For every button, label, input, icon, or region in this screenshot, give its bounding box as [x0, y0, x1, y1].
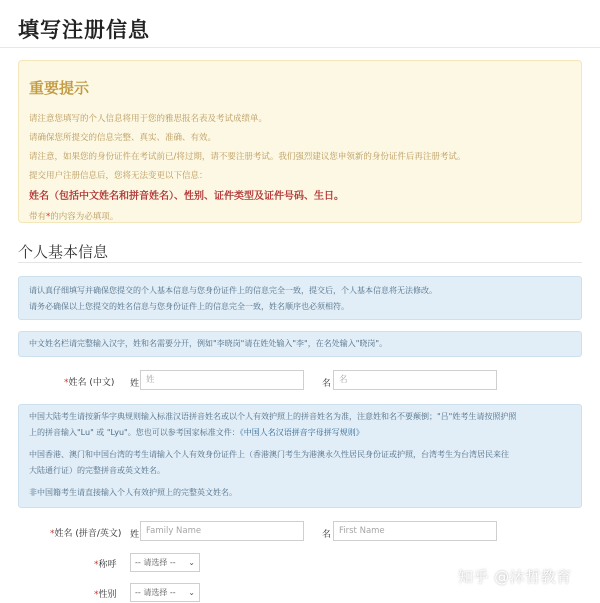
first-name-input[interactable] [333, 521, 497, 541]
required-star: * [46, 212, 51, 222]
watermark: 知乎 @沐哲教育 [458, 568, 572, 586]
chevron-down-icon: ⌄ [188, 588, 195, 597]
page-title: 填写注册信息 [18, 18, 150, 42]
info-box-accuracy [18, 276, 582, 320]
pinyin-rules-link[interactable]: 《中国人名汉语拼音字母拼写规则》 [239, 428, 364, 437]
title-select[interactable]: -- 请选择 -- ⌄ [130, 553, 200, 572]
chinese-name-label: *姓名 (中文) [64, 378, 115, 388]
info-line: 上的拼音输入"Lu" 或 "Lyu"。您也可以参考国家标准文件：《中国人名汉语拼音字母拼写规则》 [29, 428, 364, 437]
info-line: 中国大陆考生请按新华字典规则输入标准汉语拼音姓名或以个人有效护照上的拼音姓名为准，注意姓和名不要颠倒；"吕"姓考生请按照护照 [29, 412, 517, 421]
chinese-surname-input[interactable] [140, 370, 304, 390]
info-box-chinese-name [18, 331, 582, 357]
section-divider [18, 262, 582, 263]
family-name-input[interactable] [140, 521, 304, 541]
notice-heading: 重要提示 [29, 79, 90, 97]
info-line: 请认真仔细填写并确保您提交的个人基本信息与您身份证件上的信息完全一致，提交后，个人基本信息将无法修改。 [29, 286, 437, 295]
given-name-label: 名 [322, 379, 332, 389]
given-name-label: 名 [322, 530, 332, 540]
notice-locked-fields: 姓名（包括中文姓名和拼音姓名）、性别、证件类型及证件号码、生日。 [29, 191, 344, 202]
title-label: *称呼 [94, 560, 117, 570]
gender-label: *性别 [94, 590, 117, 600]
info-box-pinyin-name [18, 404, 582, 508]
notice-line: 请注意，如果您的身份证件在考试前已/将过期，请不要注册考试。我们强烈建议您申领新的身份证件后再注册考试。 [29, 152, 466, 162]
gender-select[interactable]: -- 请选择 -- ⌄ [130, 583, 200, 602]
notice-line: 请确保您所提交的信息完整、真实、准确、有效。 [29, 133, 217, 143]
surname-label: 姓 [130, 379, 140, 389]
info-line: 请务必确保以上您提交的姓名信息与您身份证件上的信息完全一致，姓名顺序也必须相符。 [29, 302, 349, 311]
notice-line: 提交用户注册信息后，您将无法变更以下信息： [29, 171, 208, 181]
info-line: 中文姓名栏请完整输入汉字，姓和名需要分开，例如"李晓岗"请在姓处输入"李"，在名处输入"晓岗"。 [29, 339, 388, 348]
notice-line: 请注意您填写的个人信息将用于您的雅思报名表及考试成绩单。 [29, 114, 268, 124]
chevron-down-icon: ⌄ [188, 558, 195, 567]
chinese-given-name-input[interactable] [333, 370, 497, 390]
surname-label: 姓 [130, 530, 140, 540]
section-title: 个人基本信息 [18, 243, 109, 261]
info-line: 中国香港、澳门和中国台湾的考生请输入个人有效身份证件上（香港澳门考生为港澳永久性居民身份证或护照，台湾考生为台湾居民来往 [29, 450, 509, 459]
info-line: 大陆通行证）的完整拼音或英文姓名。 [29, 466, 165, 475]
important-notice [18, 60, 582, 223]
info-line: 非中国籍考生请直接输入个人有效护照上的完整英文姓名。 [29, 488, 237, 497]
title-divider [0, 47, 600, 48]
notice-required-hint: 带有*的内容为必填项。 [29, 212, 119, 222]
pinyin-name-label: *姓名 (拼音/英文) [50, 529, 122, 539]
